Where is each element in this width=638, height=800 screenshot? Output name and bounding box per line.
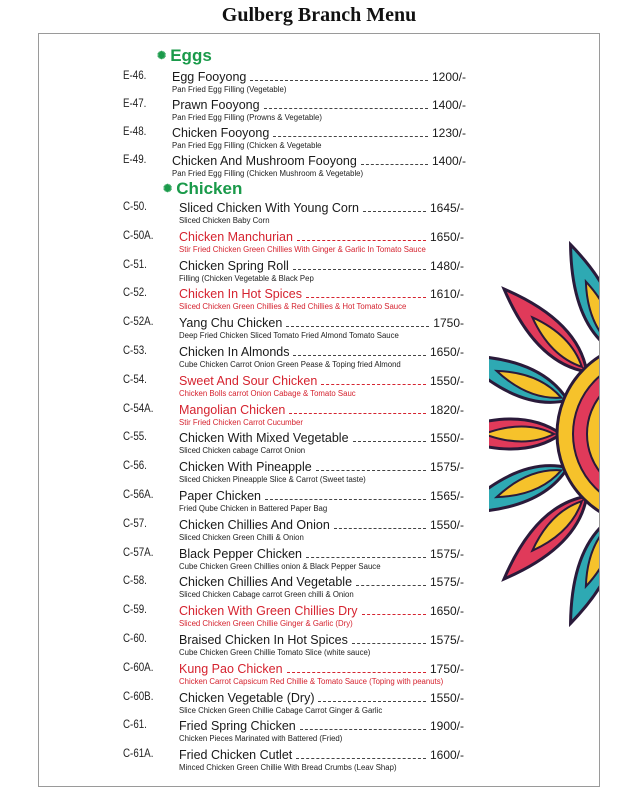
menu-item bbox=[39, 374, 599, 402]
item-description: Pan Fried Egg Filling (Vegetable) bbox=[172, 85, 287, 94]
menu-item bbox=[39, 230, 599, 258]
dotted-leader bbox=[264, 99, 428, 109]
item-row bbox=[179, 403, 464, 417]
item-name: Fried Spring Chicken bbox=[179, 719, 296, 734]
item-code: C-56A. bbox=[123, 489, 154, 501]
item-description: Fried Qube Chicken in Battered Paper Bag bbox=[179, 504, 328, 513]
item-description: Sliced Chicken Green Chillie Ginger & Garlic (Dry) bbox=[179, 619, 353, 629]
item-row bbox=[179, 691, 464, 705]
item-price: 1750- bbox=[433, 316, 464, 331]
item-row bbox=[179, 460, 464, 474]
item-row bbox=[172, 98, 466, 112]
item-row bbox=[179, 201, 464, 215]
item-row bbox=[179, 748, 464, 762]
menu-item bbox=[39, 316, 599, 344]
item-code: E-47. bbox=[123, 98, 147, 110]
dotted-leader bbox=[297, 231, 426, 241]
item-code: C-60B. bbox=[123, 690, 154, 703]
item-name: Chicken Fooyong bbox=[172, 126, 270, 140]
item-price: 1565/- bbox=[429, 489, 464, 503]
menu-item bbox=[39, 98, 599, 126]
item-description: Sliced Chicken Baby Corn bbox=[179, 216, 270, 225]
item-code: C-50. bbox=[123, 201, 147, 213]
dotted-leader bbox=[306, 288, 426, 298]
item-description: Chicken Bolls carrot Onion Cabage & Tomato Sauc bbox=[179, 388, 356, 398]
item-description: Chicken Carrot Capsicum Red Chillie & Tomato Sauce (Toping with peanuts) bbox=[179, 676, 444, 686]
item-description: Stir Fried Chicken Carrot Cucumber bbox=[179, 417, 303, 427]
item-description: Sliced Chicken Cabage carrot Green chilli & Onion bbox=[179, 590, 354, 600]
dotted-leader bbox=[293, 260, 426, 270]
page-title: Gulberg Branch Menu bbox=[221, 4, 417, 26]
item-price: 1900/- bbox=[429, 719, 464, 734]
item-description: Deep Fried Chicken Sliced Tomato Fried Almond Tomato Sauce bbox=[179, 331, 399, 341]
item-code: C-54A. bbox=[123, 402, 154, 415]
dotted-leader bbox=[356, 576, 426, 586]
item-price: 1575/- bbox=[429, 633, 464, 647]
item-row bbox=[179, 230, 464, 244]
item-row bbox=[172, 70, 466, 84]
item-price: 1575/- bbox=[429, 546, 464, 561]
item-code: C-60A. bbox=[123, 661, 154, 674]
item-name: Chicken With Green Chillies Dry bbox=[179, 604, 358, 619]
item-description: Minced Chicken Green Chillie With Bread Crumbs (Leav Shap) bbox=[179, 763, 397, 773]
menu-item bbox=[39, 201, 599, 229]
item-row bbox=[179, 719, 464, 733]
dotted-leader bbox=[352, 634, 426, 644]
item-code: E-46. bbox=[123, 70, 147, 82]
menu-item bbox=[39, 403, 599, 431]
item-row bbox=[179, 345, 464, 359]
menu-item bbox=[39, 287, 599, 315]
item-name: Chicken With Pineapple bbox=[179, 460, 312, 475]
item-price: 1550/- bbox=[429, 517, 464, 532]
item-name: Chicken In Almonds bbox=[179, 345, 290, 359]
item-row bbox=[179, 662, 464, 676]
item-code: C-53. bbox=[123, 345, 147, 357]
item-description: Stir Fried Chicken Green Chillies With Ginger & Garlic In Tomato Sauce bbox=[179, 244, 426, 254]
item-description: Sliced Chicken Pineapple Slice & Carrot (Sweet taste) bbox=[179, 475, 366, 485]
item-name: Sweet And Sour Chicken bbox=[179, 373, 318, 388]
item-code: C-58. bbox=[123, 575, 147, 588]
item-price: 1820/- bbox=[429, 402, 464, 417]
item-description: Sliced Chicken Green Chillies & Red Chillies & Hot Tomato Sauce bbox=[179, 302, 407, 312]
dotted-leader bbox=[321, 375, 426, 385]
item-row bbox=[179, 316, 464, 330]
menu-item bbox=[39, 518, 599, 546]
item-code: C-61A. bbox=[123, 748, 154, 761]
dotted-leader bbox=[316, 461, 426, 471]
item-price: 1645/- bbox=[429, 201, 464, 215]
item-description: Filling (Chicken Vegetable & Black Pep bbox=[179, 273, 314, 283]
item-name: Chicken In Hot Spices bbox=[179, 287, 302, 302]
item-code: C-55. bbox=[123, 431, 147, 444]
item-row bbox=[179, 374, 464, 388]
dotted-leader bbox=[334, 519, 426, 529]
item-price: 1610/- bbox=[429, 287, 464, 302]
item-price: 1230/- bbox=[431, 126, 466, 140]
menu-item bbox=[39, 70, 599, 98]
item-description: Sliced Chicken cabage Carrot Onion bbox=[179, 446, 306, 456]
item-price: 1550/- bbox=[429, 431, 464, 446]
menu-item bbox=[39, 126, 599, 154]
item-price: 1650/- bbox=[429, 604, 464, 619]
menu-page bbox=[38, 33, 600, 787]
section-title-eggs bbox=[157, 46, 212, 66]
item-description: Cube Chicken Green Chillie Tomato Slice (white sauce) bbox=[179, 648, 371, 657]
item-code: C-57A. bbox=[123, 546, 154, 559]
item-price: 1650/- bbox=[429, 229, 464, 244]
item-row bbox=[179, 259, 464, 273]
item-name: Braised Chicken In Hot Spices bbox=[179, 633, 348, 647]
dotted-leader bbox=[300, 720, 426, 730]
menu-item bbox=[39, 431, 599, 459]
menu-item bbox=[39, 604, 599, 632]
dotted-leader bbox=[286, 317, 429, 327]
item-name: Prawn Fooyong bbox=[172, 98, 260, 112]
dotted-leader bbox=[273, 127, 428, 137]
menu-item bbox=[39, 489, 599, 517]
item-description: Chicken Pieces Marinated with Battered (Fried) bbox=[179, 734, 343, 744]
item-code: E-48. bbox=[123, 126, 147, 138]
item-code: C-52. bbox=[123, 287, 147, 300]
item-code: C-59. bbox=[123, 604, 147, 617]
item-name: Paper Chicken bbox=[179, 489, 261, 503]
item-name: Yang Chu Chicken bbox=[179, 316, 283, 331]
dotted-leader bbox=[265, 490, 426, 500]
item-name: Chicken Chillies And Vegetable bbox=[179, 575, 353, 590]
menu-item bbox=[39, 154, 599, 182]
item-price: 1480/- bbox=[429, 258, 464, 273]
item-row bbox=[179, 547, 464, 561]
dotted-leader bbox=[353, 432, 426, 442]
item-name: Chicken Manchurian bbox=[179, 229, 293, 244]
item-row bbox=[179, 431, 464, 445]
item-name: Chicken And Mushroom Fooyong bbox=[172, 154, 357, 168]
item-name: Chicken Spring Roll bbox=[179, 258, 289, 273]
menu-item bbox=[39, 691, 599, 719]
section-title-chicken bbox=[163, 179, 242, 199]
item-name: Mangolian Chicken bbox=[179, 402, 286, 417]
item-description: Sliced Chicken Green Chilli & Onion bbox=[179, 532, 304, 542]
section-label: Chicken bbox=[176, 179, 243, 198]
dotted-leader bbox=[318, 692, 425, 702]
item-description: Cube Chicken Carrot Onion Green Pease & Toping fried Almond bbox=[179, 360, 401, 369]
item-name: Egg Fooyong bbox=[172, 70, 247, 84]
item-price: 1600/- bbox=[429, 748, 464, 763]
item-code: C-52A. bbox=[123, 316, 154, 329]
item-row bbox=[179, 575, 464, 589]
dotted-leader bbox=[361, 155, 428, 165]
item-name: Kung Pao Chicken bbox=[179, 661, 283, 676]
menu-item bbox=[39, 259, 599, 287]
item-code: C-56. bbox=[123, 460, 147, 473]
item-name: Chicken Chillies And Onion bbox=[179, 517, 330, 532]
item-description: Slice Chicken Green Chillie Cabage Carrot Ginger & Garlic bbox=[179, 705, 383, 715]
item-code: C-50A. bbox=[123, 229, 154, 242]
item-row bbox=[179, 604, 464, 618]
item-code: C-57. bbox=[123, 517, 147, 530]
dotted-leader bbox=[287, 663, 426, 673]
item-price: 1575/- bbox=[429, 575, 464, 590]
dotted-leader bbox=[362, 605, 426, 615]
item-row bbox=[179, 518, 464, 532]
item-price: 1550/- bbox=[429, 373, 464, 388]
item-name: Chicken With Mixed Vegetable bbox=[179, 431, 349, 446]
item-code: C-51. bbox=[123, 258, 147, 271]
menu-item bbox=[39, 345, 599, 373]
item-description: Pan Fried Egg Filling (Chicken Mushroom & Vegetable) bbox=[172, 169, 364, 178]
menu-item bbox=[39, 748, 599, 776]
item-description: Pan Fried Egg Filling (Prowns & Vegetable) bbox=[172, 113, 322, 122]
item-price: 1400/- bbox=[431, 154, 466, 168]
item-name: Black Pepper Chicken bbox=[179, 546, 302, 561]
menu-item bbox=[39, 662, 599, 690]
menu-item bbox=[39, 633, 599, 661]
item-price: 1550/- bbox=[429, 690, 464, 705]
item-name: Sliced Chicken With Young Corn bbox=[179, 201, 359, 215]
dotted-leader bbox=[363, 202, 426, 212]
item-code: C-54. bbox=[123, 373, 147, 386]
item-row bbox=[179, 287, 464, 301]
item-code: E-49. bbox=[123, 154, 147, 166]
item-row bbox=[172, 126, 466, 140]
item-row bbox=[179, 633, 464, 647]
dotted-leader bbox=[306, 548, 426, 558]
menu-item bbox=[39, 547, 599, 575]
item-price: 1400/- bbox=[431, 98, 466, 112]
flower-bullet-icon: ✺ bbox=[163, 183, 173, 195]
item-row bbox=[172, 154, 466, 168]
item-price: 1650/- bbox=[429, 345, 464, 359]
dotted-leader bbox=[296, 749, 426, 759]
item-price: 1575/- bbox=[429, 460, 464, 475]
menu-item bbox=[39, 460, 599, 488]
item-description: Pan Fried Egg Filling (Chicken & Vegetable bbox=[172, 141, 322, 150]
item-name: Chicken Vegetable (Dry) bbox=[179, 690, 315, 705]
item-code: C-60. bbox=[123, 633, 147, 645]
flower-bullet-icon: ✺ bbox=[157, 50, 167, 62]
dotted-leader bbox=[293, 346, 425, 356]
item-code: C-61. bbox=[123, 719, 147, 732]
dotted-leader bbox=[250, 71, 428, 81]
dotted-leader bbox=[289, 404, 426, 414]
item-description: Cube Chicken Green Chillies onion & Black Pepper Sauce bbox=[179, 561, 381, 571]
item-price: 1200/- bbox=[431, 70, 466, 84]
item-row bbox=[179, 489, 464, 503]
item-price: 1750/- bbox=[429, 661, 464, 676]
menu-item bbox=[39, 719, 599, 747]
section-label: Eggs bbox=[170, 46, 212, 65]
item-name: Fried Chicken Cutlet bbox=[179, 748, 293, 763]
menu-item bbox=[39, 575, 599, 603]
